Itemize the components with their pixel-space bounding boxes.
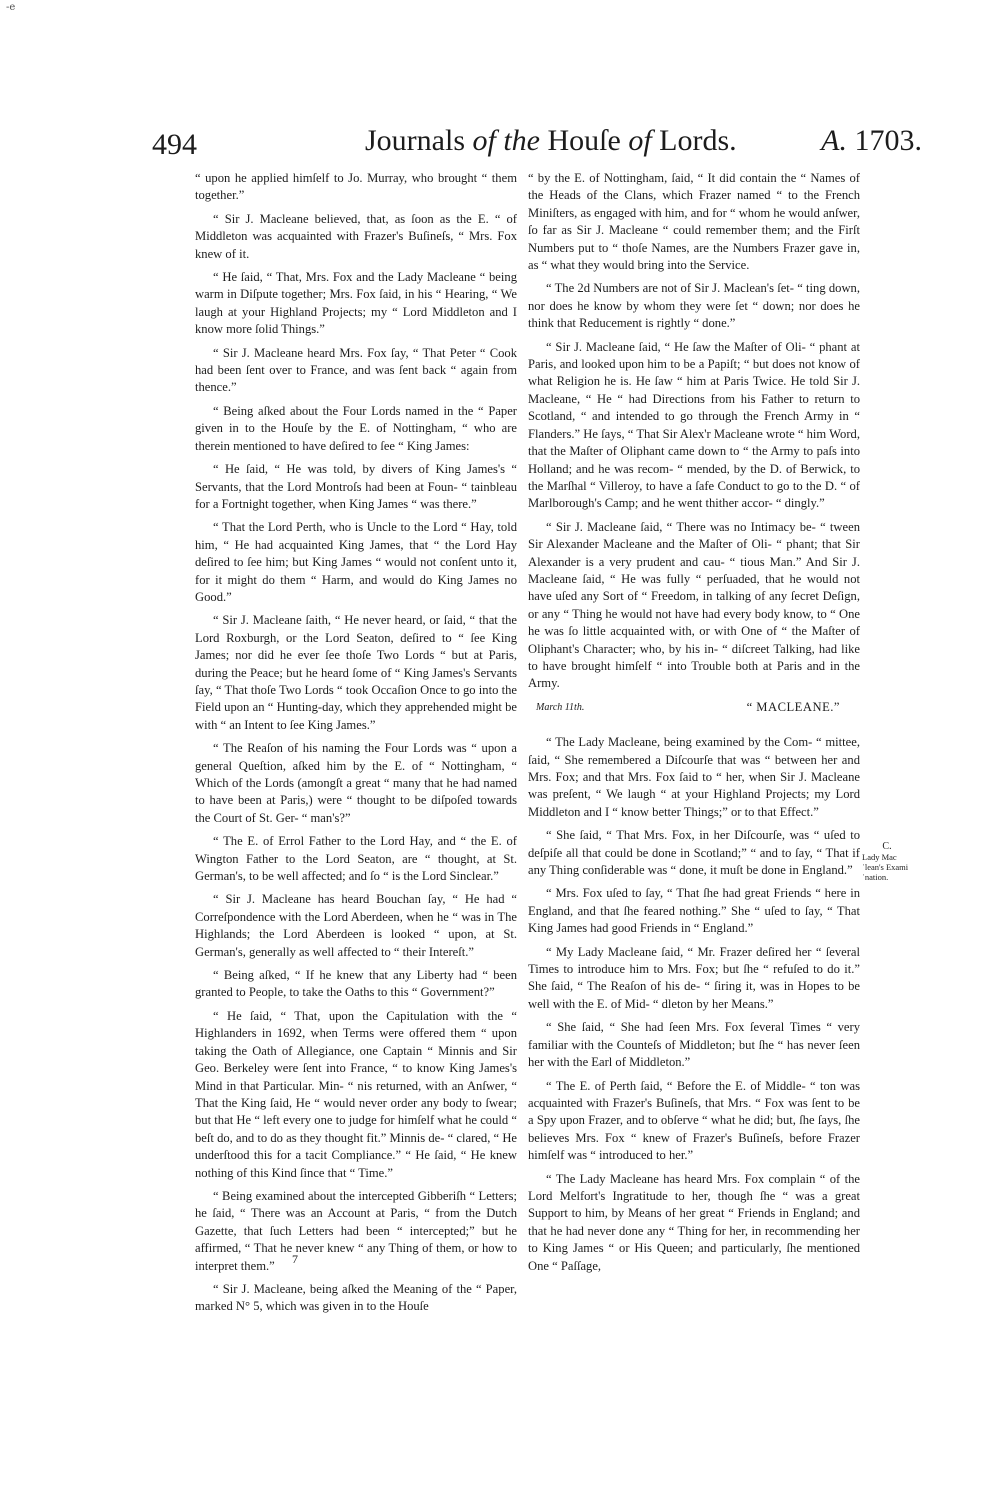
- margin-note-letter: C.: [882, 841, 892, 852]
- paragraph: “ Sir J. Macleane believed, that, as ſoon as the E. “ of Middleton was acquainted with Frazer's Buſineſs, “ Mrs. Fox knew of it.: [195, 211, 517, 261]
- paragraph: “ by the E. of Nottingham, ſaid, “ It did contain the “ Names of the Heads of the Clans, which Frazer named “ to the French Miniſters, as engaged with him, and for “ whom he would anſwer, ſo far as Sir J. Macleane “ could remember them; and the Firſt Numbers put to “ thoſe Names, are the Numbers Frazer gave in, as “ what they would bring into the Service.: [528, 171, 860, 273]
- margin-note-text: Lady Macˈlean's Examiˈnation.: [862, 852, 909, 882]
- paragraph: “ He ſaid, “ He was told, by divers of King James's “ Servants, that the Lord Montroſs had been at Foun- “ tainbleau for a Fortnight together, when King James “ was there.”: [195, 462, 517, 511]
- title-journals: Journals: [365, 124, 473, 157]
- paragraph: “ Sir J. Macleane has heard Bouchan ſay, “ He had “ Correſpondence with the Lord Aberdeen, when he “ was in The Highlands; the Lord Aberdeen is looked “ upon, at St. German's, generally as well affected to “ their Intereſt.”: [195, 892, 517, 959]
- date-signature-line: [528, 699, 860, 716]
- paragraph: “ My Lady Macleane ſaid, “ Mr. Frazer deſired her “ ſeveral Times to introduce him to Mrs. Fox; but ſhe “ refuſed to do it.” She ſaid, “ The Reaſon of his de- “ ſiring it, was in Hopes to be well with the E. of Mid- “ dleton by her Means.”: [528, 944, 860, 1011]
- signature: “ MACLEANE.”: [746, 699, 840, 714]
- title-house: Houſe: [547, 124, 629, 157]
- page-number: 494: [152, 128, 197, 161]
- paragraph: “ Mrs. Fox uſed to ſay, “ That ſhe had great Friends “ here in England, and that ſhe feared nothing.” She “ uſed to ſay, “ That King James had good Friends in “ England.”: [528, 886, 860, 936]
- page-header: [152, 120, 922, 160]
- paragraph: “ She ſaid, “ That Mrs. Fox, in her Diſcourſe, was “ uſed to deſpiſe all that could be done in Scotland;” “ and to ſay, “ That if any Thing conſiderable was “ done, it muſt be done in England.”: [528, 828, 860, 878]
- year-value: 1703.: [847, 124, 922, 157]
- title-lords: Lords.: [651, 124, 737, 157]
- right-column: [528, 170, 860, 1281]
- paragraph: “ That the Lord Perth, who is Uncle to the Lord “ Hay, told him, “ He had acquainted King James, that “ the Lord Hay deſired to ſee him; but King James “ would not conſent unto it, for it might do them “ Harm, and would do King James no Good.”: [195, 520, 517, 604]
- title-of-2: of: [628, 124, 652, 157]
- paragraph: “ The E. of Perth ſaid, “ Before the E. of Middle- “ ton was acquainted with Frazer's Buſineſs, that Mrs. “ Fox was ſent to be a Spy upon Frazer, and to obſerve “ what he did; but, ſhe ſays, ſhe believes Mrs. Fox “ knew of Frazer's Buſineſs, before Frazer himſelf was “ introduced to her.”: [528, 1078, 860, 1163]
- paragraph: “ upon he applied himſelf to Jo. Murray, who brought “ them together.”: [195, 171, 517, 203]
- running-title: [365, 124, 737, 158]
- left-column: [195, 170, 517, 1322]
- signature-mark: 7: [292, 1252, 298, 1266]
- paragraph: “ Being aſked, “ If he knew that any Liberty had “ been granted to People, to take the Oaths to this “ Government?”: [195, 968, 517, 1000]
- paragraph: “ He ſaid, “ That, Mrs. Fox and the Lady Macleane “ being warm in Diſpute together; Mrs. Fox ſaid, in his “ Hearing, “ We laugh at your Highland Projects; my “ Lord Middleton and I know more ſolid Things.”: [195, 270, 517, 337]
- paragraph: “ Being examined about the intercepted Gibberiſh “ Letters; he ſaid, “ There was an Account at Paris, “ from the Dutch Gazette, that ſuch Letters had been “ intercepted;” but he affirmed, “ That he never knew “ any Thing of them, or how to interpret them.”: [195, 1188, 517, 1273]
- paragraph: “ He ſaid, “ That, upon the Capitulation with the “ Highlanders in 1692, when Terms were offered them “ upon taking the Oath of Allegiance, one Captain “ Minnis and Sir Geo. Berkeley were ſent into France, “ to know King James's Mind in that Particular. Min- “ nis returned, with an Anſwer, “ That the King ſaid, He “ would never order any body to ſwear; but that He “ left every one to judge for himſelf what he could “ beſt do, and to do as they thought fit.” Minnis de- “ clared, “ He underſtood this for a tacit Compliance.” “ He ſaid, “ He knew nothing of this Kind ſince that “ Time.”: [195, 1008, 517, 1180]
- paragraph: “ The Lady Macleane, being examined by the Com- “ mittee, ſaid, “ She remembered a Diſcourſe that was “ between her and Mrs. Fox; and that Mrs. Fox ſaid to “ her, when Sir J. Macleane was preſent, “ We laugh “ at your Highland Projects; my Lord Middleton and I “ know better Things;” or to that Effect.”: [528, 735, 860, 819]
- year: [821, 124, 922, 158]
- paragraph: “ The 2d Numbers are not of Sir J. Maclean's ſet- “ ting down, nor does he know by whom they were ſet “ down; nor does he think that Reducement is rightly “ done.”: [528, 281, 860, 331]
- paragraph: “ Sir J. Macleane ſaith, “ He never heard, or ſaid, “ that the Lord Roxburgh, or the Lord Seaton, deſired to “ ſee King James; nor did he ever ſee thoſe Two Lords “ but at Paris, during the Peace; but he heard ſome of “ King James's Servants ſay, “ That thoſe Two Lords “ took Occaſion Once to go into the Field upon an “ Hunting-day, which they apprehended might be with “ an Intent to ſee King James.”: [195, 613, 517, 732]
- paragraph: “ Being aſked about the Four Lords named in the “ Paper given in to the Houſe by the E. of Nottingham, “ who are therein mentioned to have deſired to ſee “ King James:: [195, 403, 517, 453]
- year-prefix: A.: [821, 124, 847, 157]
- paragraph: “ The E. of Errol Father to the Lord Hay, and “ the E. of Wington Father to the Lord Seaton, are “ thought, at St. German's, to be well affected; and ſo “ is the Lord Sinclear.”: [195, 834, 517, 884]
- title-of-1: of: [472, 124, 496, 157]
- title-the: the: [495, 124, 548, 157]
- paragraph: “ Sir J. Macleane, being aſked the Meaning of the “ Paper, marked N° 5, which was given in to the Houſe: [195, 1281, 517, 1314]
- paragraph: “ Sir J. Macleane ſaid, “ There was no Intimacy be- “ tween Sir Alexander Macleane and the Maſter of Oli- “ phant; that Sir Alexander is a very prudent and cau- “ tious Man.” And Sir J. Macleane ſaid, “ He was fully “ perſuaded, that he would not have uſed any Sort of “ Freedom, in talking of any ſecret Deſign, or any “ Thing he would not have had every body know, to “ One he was ſo little acquainted with, or with One of “ the Maſter of Oliphant's Character; who, by his in- “ diſcreet Talking, had like to have brought himſelf “ into Trouble both at Paris and in the Army.: [528, 519, 860, 691]
- margin-note: [862, 842, 912, 882]
- paragraph: “ She ſaid, “ She had ſeen Mrs. Fox ſeveral Times “ very familiar with the Counteſs of Middleton; but ſhe “ has never ſeen her with the Earl of Middleton.”: [528, 1020, 860, 1070]
- date: March 11th.: [536, 701, 585, 713]
- paragraph: “ The Lady Macleane has heard Mrs. Fox complain “ of the Lord Melfort's Ingratitude to her, though ſhe “ was a great Support to him, by Means of her great “ Friends in England; and that he had never done any “ Thing for her, in recommending her to King James “ or His Queen; and particularly, ſhe mentioned One “ Paſſage,: [528, 1171, 860, 1273]
- paragraph: “ Sir J. Macleane heard Mrs. Fox ſay, “ That Peter “ Cook had been ſent over to France, and was ſent back “ again from thence.”: [195, 345, 517, 395]
- paragraph: “ The Reaſon of his naming the Four Lords was “ upon a general Queſtion, aſked him by the E. of “ Nottingham, “ Which of the Lords (amongſt a great “ many that he had named to have been at Paris,) were “ thought to be diſpoſed towards the Court of St. Ger- “ man's?”: [195, 741, 517, 825]
- corner-mark: -e: [6, 2, 16, 13]
- paragraph: “ Sir J. Macleane ſaid, “ He ſaw the Maſter of Oli- “ phant at Paris, and looked upon him to be a Papiſt; “ but does not know of what Religion he is. He ſaw “ him at Paris Twice. He told Sir J. Macleane, “ He “ had Directions from his Father to return to Scotland, “ and intended to go through the French Army in “ Flanders.” He ſays, “ That Sir Alex'r Macleane wrote “ him Word, that the Maſter of Oliphant came down to “ the Army to paſs into Holland; and he was recom- “ mended, by the D. of Berwick, to the Marſhal “ Villeroy, to have a ſafe Conduct to go to the D. “ of Marlborough's Camp; and he went thither accor- “ dingly.”: [528, 339, 860, 511]
